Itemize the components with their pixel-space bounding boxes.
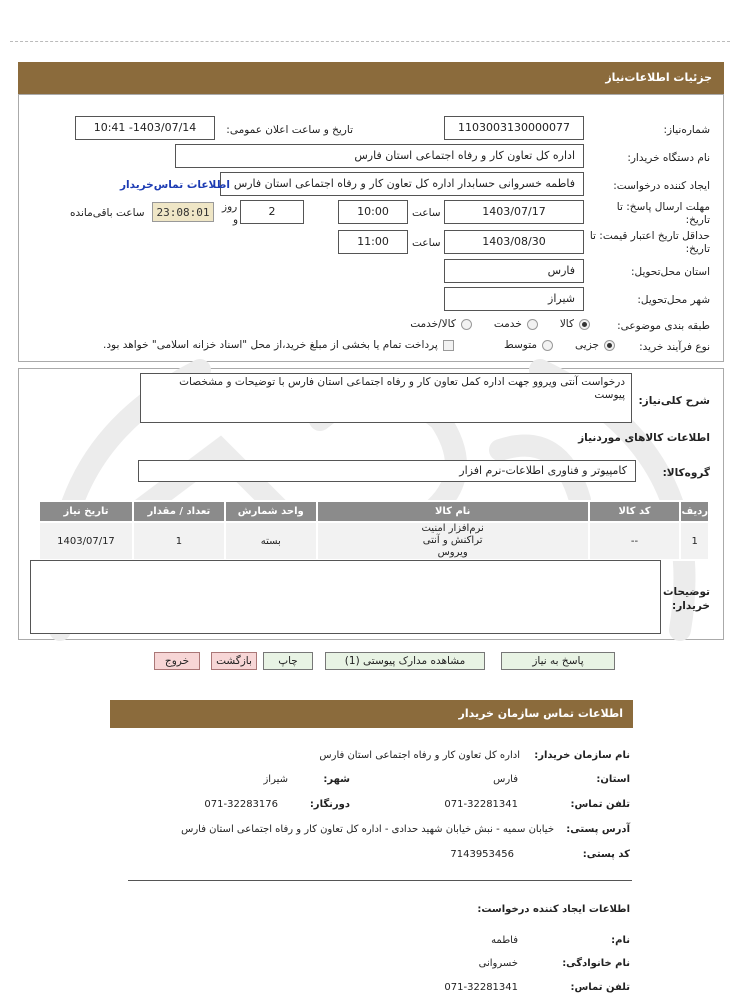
deadline-label: مهلت ارسال پاسخ: تا: [616, 201, 710, 213]
buyer-org-field[interactable]: اداره کل تعاون کار و رفاه اجتماعی استان فارس: [175, 144, 584, 168]
contact-header: اطلاعات تماس سازمان خریدار: [110, 700, 633, 728]
radio-selected-icon[interactable]: [579, 319, 590, 330]
validity-date-label: تاریخ:: [685, 243, 710, 255]
exit-button[interactable]: خروج: [154, 652, 200, 670]
creator-title: اطلاعات ایجاد کننده درخواست:: [477, 904, 630, 915]
cell-unit: بسته: [225, 522, 317, 560]
process-radio-group: [504, 339, 615, 351]
deadline-time-field[interactable]: 10:00: [338, 200, 408, 224]
contact-org-value: اداره کل تعاون کار و رفاه اجتماعی استان فارس: [319, 750, 520, 761]
validity-label: حداقل تاریخ اعتبار قیمت: تا: [589, 230, 710, 242]
col-name: نام کالا: [317, 501, 589, 522]
validity-time-field[interactable]: 11:00: [338, 230, 408, 254]
process-label: نوع فرآیند خرید:: [639, 341, 710, 353]
contact-phone-label: تلفن تماس:: [570, 799, 630, 810]
summary-textarea[interactable]: درخواست آنتی ویروو جهت اداره کمل تعاون کار و رفاه اجتماعی استان فارس با توضیحات و مشخصات پیوست: [140, 373, 632, 423]
requester-field[interactable]: فاطمه خسروانی حسابدار اداره کل تعاون کار و رفاه اجتماعی استان فارس: [220, 172, 584, 196]
col-code: کد کالا: [589, 501, 681, 522]
days-label: روز: [222, 201, 238, 213]
need-number-field[interactable]: 1103003130000077: [444, 116, 584, 140]
creator-family-value: خسروانی: [478, 958, 518, 969]
buyer-notes-label: توضیحات: [662, 586, 710, 598]
province-label: استان محل‌تحویل:: [630, 266, 710, 278]
contact-postal-value: 7143953456: [450, 849, 514, 860]
creator-name-label: نام:: [611, 935, 630, 946]
goods-section-title: اطلاعات کالاهای موردنیاز: [578, 432, 710, 444]
col-row: ردیف: [680, 501, 709, 522]
deadline-date-label: تاریخ:: [685, 214, 710, 226]
contact-address-label: آدرس پستی:: [566, 824, 630, 835]
creator-name-value: فاطمه: [491, 935, 518, 946]
cell-qty: 1: [133, 522, 225, 560]
contact-province-value: فارس: [493, 774, 518, 785]
table-row[interactable]: [39, 522, 709, 560]
province-field[interactable]: فارس: [444, 259, 584, 283]
category-option-service[interactable]: خدمت: [494, 318, 538, 330]
checkbox-icon[interactable]: [443, 340, 454, 351]
creator-family-label: نام خانوادگی:: [562, 958, 630, 969]
contact-fax-label: دورنگار:: [309, 799, 350, 810]
radio-icon[interactable]: [527, 319, 538, 330]
cell-name: نرم‌افزار امنیت تراکنش و آنتی ویروس: [317, 522, 589, 560]
contact-postal-label: کد پستی:: [582, 849, 630, 860]
goods-table: [38, 500, 710, 561]
category-label: طبقه بندی موضوعی:: [617, 320, 710, 332]
requester-label: ایجاد کننده درخواست:: [613, 180, 710, 192]
cell-row: 1: [680, 522, 709, 560]
buyer-notes-textarea[interactable]: [30, 560, 661, 634]
need-number-label: شماره‌نیاز:: [663, 124, 710, 136]
remaining-label: ساعت باقی‌مانده: [70, 207, 145, 219]
process-option-minor[interactable]: جزیی: [575, 339, 615, 351]
deadline-date-field[interactable]: 1403/07/17: [444, 200, 584, 224]
days-remaining-field[interactable]: 2: [240, 200, 304, 224]
col-unit: واحد شمارش: [225, 501, 317, 522]
col-date: تاریخ نیاز: [39, 501, 133, 522]
days-and-label: و: [233, 214, 239, 226]
radio-selected-icon[interactable]: [604, 340, 615, 351]
goods-table-header: [39, 501, 709, 522]
cell-code: --: [589, 522, 681, 560]
buyer-org-label: نام دستگاه خریدار:: [627, 152, 710, 164]
city-label: شهر محل‌تحویل:: [637, 294, 710, 306]
contact-divider: [128, 880, 632, 881]
process-option-medium[interactable]: متوسط: [504, 339, 553, 351]
contact-org-label: نام سازمان خریدار:: [534, 750, 630, 761]
category-option-goods[interactable]: کالا: [560, 318, 590, 330]
top-divider: [10, 41, 730, 42]
contact-phone-value: 071-32281341: [444, 799, 518, 810]
category-option-both[interactable]: کالا/خدمت: [410, 318, 472, 330]
print-button[interactable]: چاپ: [263, 652, 313, 670]
back-button[interactable]: بازگشت: [211, 652, 257, 670]
cell-date: 1403/07/17: [39, 522, 133, 560]
validity-date-field[interactable]: 1403/08/30: [444, 230, 584, 254]
goods-group-label: گروه‌کالا:: [662, 467, 710, 479]
contact-province-label: استان:: [596, 774, 630, 785]
announce-label: تاریخ و ساعت اعلان عمومی:: [226, 124, 353, 136]
deadline-time-label: ساعت: [412, 207, 441, 219]
city-field[interactable]: شیراز: [444, 287, 584, 311]
summary-label: شرح کلی‌نیاز:: [638, 395, 710, 407]
contact-fax-value: 071-32283176: [204, 799, 278, 810]
goods-group-field[interactable]: کامپیوتر و فناوری اطلاعات-نرم افزار: [138, 460, 636, 482]
announce-field[interactable]: 1403/07/14- 10:41: [75, 116, 215, 140]
contact-city-label: شهر:: [323, 774, 350, 785]
category-radio-group: [410, 318, 590, 330]
radio-icon[interactable]: [461, 319, 472, 330]
buyer-contact-link[interactable]: اطلاعات تماس‌خریدار: [120, 179, 230, 191]
creator-phone-label: تلفن تماس:: [570, 982, 630, 993]
contact-address-value: خیابان سمیه - نبش خیابان شهید حدادی - اداره کل تعاون کار و رفاه اجتماعی استان فارس: [181, 824, 554, 835]
treasury-payment-option[interactable]: پرداخت تمام یا بخشی از مبلغ خرید،از محل "اسناد خزانه اسلامی" خواهد بود.: [103, 339, 454, 351]
validity-time-label: ساعت: [412, 237, 441, 249]
col-qty: تعداد / مقدار: [133, 501, 225, 522]
radio-icon[interactable]: [542, 340, 553, 351]
attachments-button[interactable]: مشاهده مدارک پیوستی (1): [325, 652, 485, 670]
buyer-notes-label-2: خریدار:: [672, 600, 710, 612]
countdown-timer: 23:08:01: [152, 202, 214, 222]
creator-phone-value: 071-32281341: [444, 982, 518, 993]
reply-button[interactable]: پاسخ به نیاز: [501, 652, 615, 670]
contact-city-value: شیراز: [263, 774, 288, 785]
page-title: جزئیات اطلاعات‌نیاز: [18, 62, 724, 94]
